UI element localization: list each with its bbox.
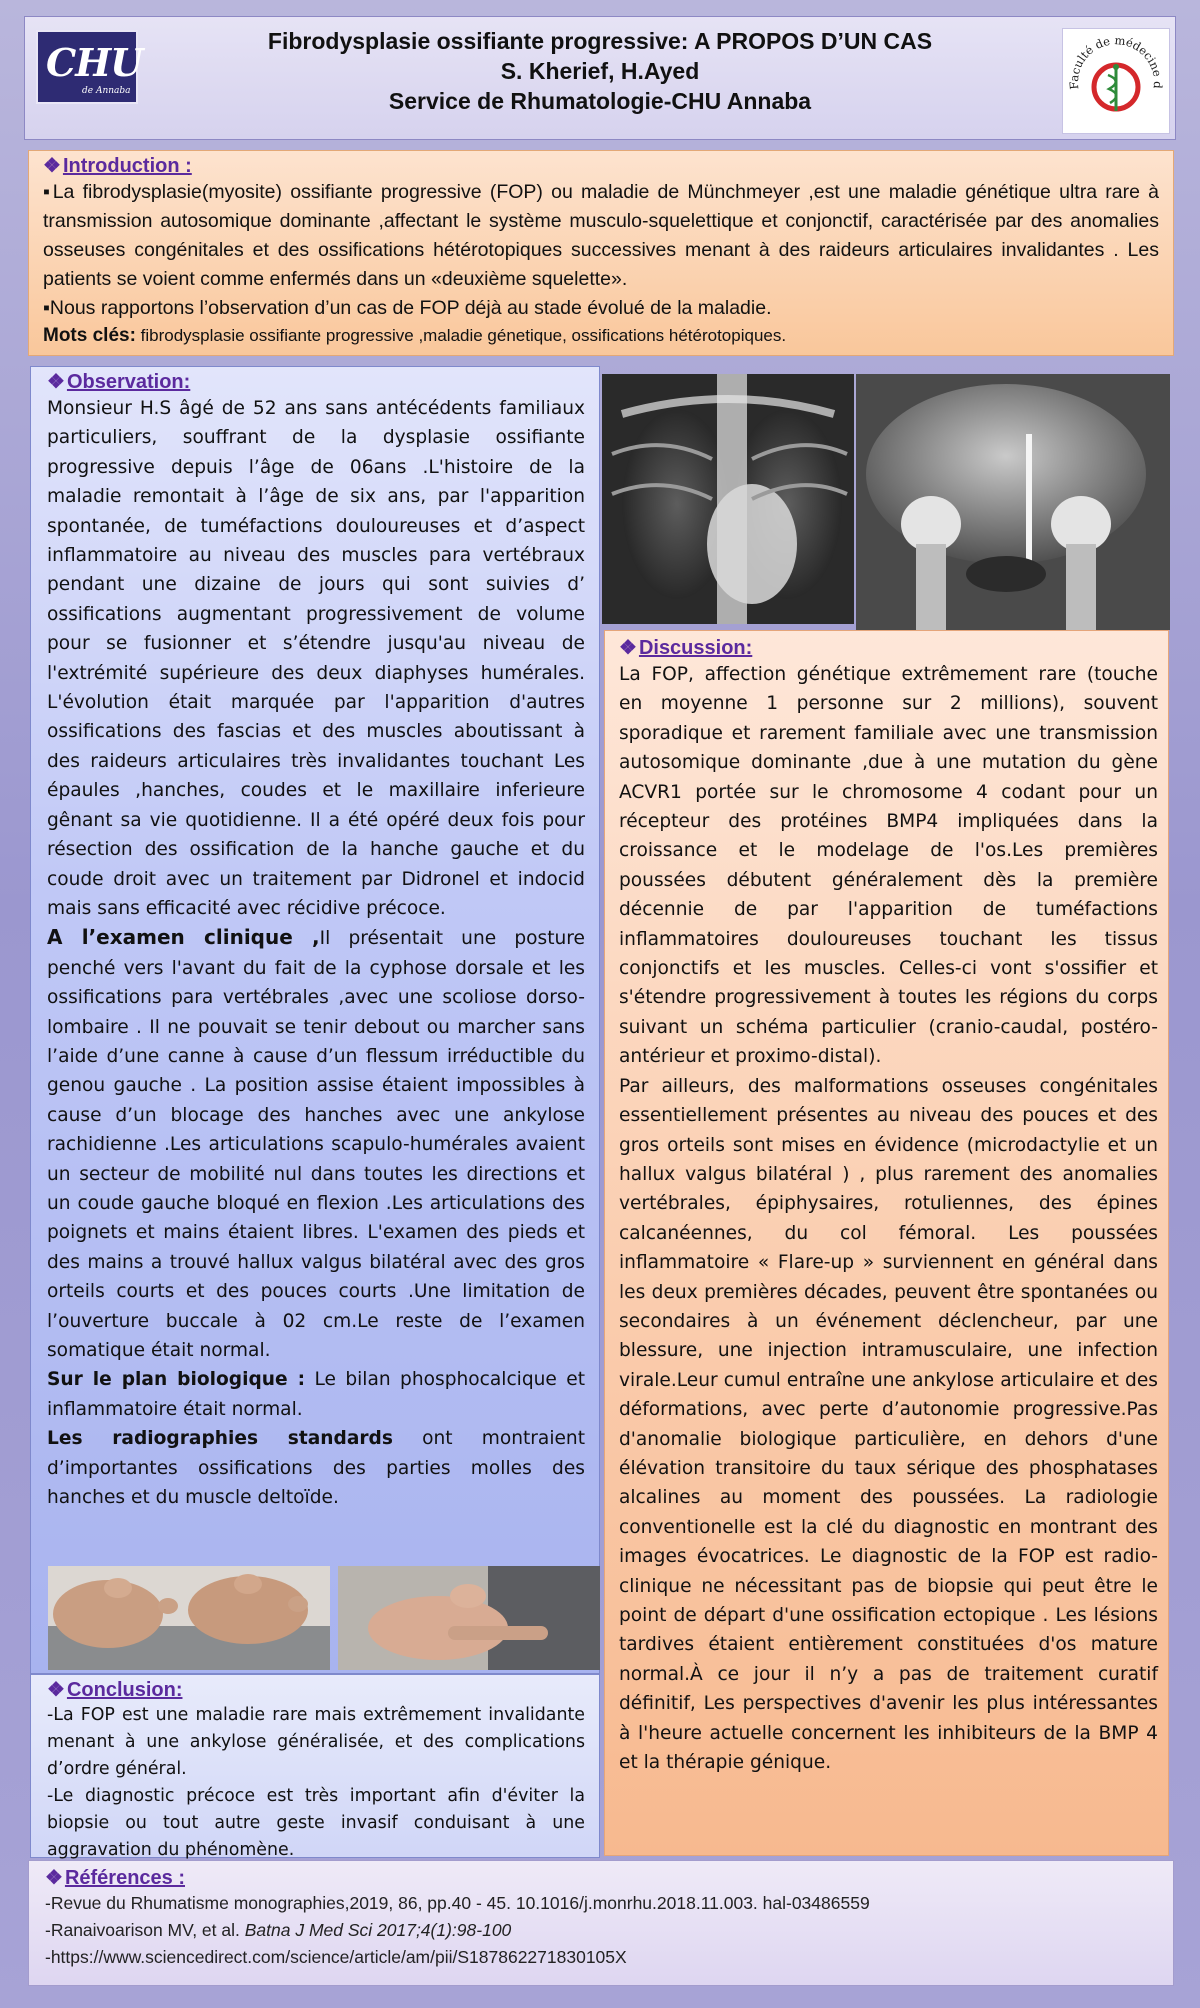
introduction-paragraph-2: ▪Nous rapportons l’observation d’un cas de FOP déjà au stade évolué de la maladie.: [43, 297, 772, 319]
observation-history: Monsieur H.S âgé de 52 ans sans antécédents familiaux particuliers, souffrant de la dysplasie ossifiante progressive depuis l’âge de 06ans .L'histoire de la maladie remontait à l’âge de six ans, par l'apparition spontanée, de tuméfactions douloureuses et d’aspect inflammatoire au niveau des muscles para vertébraux pendant une dizaine de jours qui sont suivies d’ ossifications augmentant progressivement de volume pour se fusionner et s’étendre jusqu'au niveau de l'extrémité supérieure des deux diaphyses humérales. L'évolution était marquée par l'apparition d'autres ossifications des fascias et des muscles aboutissant à des raideurs articulaires très invalidantes touchant Les épaules ,hanches, coudes et le maxillaire inferieure gênant sa vie quotidienne. Il a été opéré deux fois pour résection des ossification de la hanche gauche et du coude droit avec un traitement par Didronel et indocid mais sans efficacité avec récidive précoce.: [47, 398, 585, 919]
radiography-label: Les radiographies standards: [47, 1428, 393, 1450]
introduction-title: ❖ Introduction :: [43, 155, 192, 177]
radiography-text: ont montraient d’importantes ossifications des parties molles des hanches et du muscle deltoïde.: [47, 1428, 585, 1509]
reference-1: -Revue du Rhumatisme monographies,2019, 86, pp.40 - 45. 10.1016/j.monrhu.2018.11.003. hal-03486559: [45, 1893, 870, 1913]
hand-photo: [338, 1566, 600, 1670]
reference-3-link[interactable]: -https://www.sciencedirect.com/science/article/am/pii/S187862271830105X: [45, 1947, 627, 1967]
faculty-seal-icon: [1063, 29, 1169, 133]
faculty-logo: [1062, 28, 1170, 134]
conclusion-title: ❖ Conclusion:: [47, 1679, 183, 1701]
keywords: [43, 323, 1159, 349]
diamond-bullet-icon: ❖: [43, 155, 61, 177]
pelvis-xray-image: [856, 374, 1170, 630]
references-title: ❖ Références :: [45, 1867, 185, 1889]
observation-radiography: [47, 1424, 585, 1512]
clinical-exam-label: A l’examen clinique ,: [47, 925, 320, 950]
discussion-section: [604, 630, 1169, 1856]
feet-image: [48, 1566, 330, 1670]
keywords-label: Mots clés:: [43, 325, 136, 346]
introduction-section: [28, 150, 1174, 356]
clinical-exam-text: Il présentait une posture penché vers l'avant du fait de la cyphose dorsale et les ossifications para vertébrales ,avec une scoliose dorso-lombaire . Il ne pouvait se tenir debout ou marcher sans l’aide d’une canne à cause d’un flessum irréductible du genou gauche . La position assise étaient impossibles à cause d’un blocage des hanches avec une ankylose rachidienne .Les articulations scapulo-humérales avaient un secteur de mobilité nul dans toutes les directions et un coude gauche bloqué en flexion .Les articulations des poignets et mains étaient libres. L'examen des pieds et des mains a trouvé hallux valgus bilatéral avec des gros orteils courts et des pouces courts .Une limitation de l’ouverture buccale à 02 cm.Le reste de l’examen somatique était normal.: [47, 928, 585, 1361]
chest-xray-graphic: [602, 374, 854, 624]
poster-title: Fibrodysplasie ossifiante progressive: A PROPOS D’UN CAS: [267, 28, 933, 54]
diamond-bullet-icon: ❖: [47, 371, 65, 393]
conclusion-point-1: -La FOP est une maladie rare mais extrêmement invalidante menant à une ankylose généralisée, et des complications d’ordre général.: [47, 1705, 585, 1779]
diamond-bullet-icon: ❖: [47, 1679, 65, 1701]
observation-clinical-exam: [47, 923, 585, 1365]
observation-title: ❖ Observation:: [47, 371, 191, 393]
svg-text:Faculté de médecine de Annaba: [1063, 29, 1165, 90]
introduction-paragraph-1: ▪La fibrodysplasie(myosite) ossifiante progressive (FOP) ou maladie de Münchmeyer ,est une maladie génétique ultra rare à transmission autosomique dominante ,affectant le système musculo-squelettique et conjonctif, caractérisée par des anomalies osseuses congénitales et des ossifications hétérotopiques successives menant à des raideurs articulaires invalidantes . Les patients se voient comme enfermés dans un «deuxième squelette».: [43, 181, 1159, 290]
reference-2: -Ranaivoarison MV, et al. Batna J Med Sci 2017;4(1):98-100: [45, 1920, 512, 1940]
references-section: [28, 1860, 1174, 1986]
conclusion-point-2: -Le diagnostic précoce est très important afin d'éviter la biopsie ou tout autre geste invasif conduisant à une aggravation du phénomène.: [47, 1786, 585, 1860]
hand-image: [338, 1566, 600, 1670]
biology-text: Le bilan phosphocalcique et inflammatoire était normal.: [47, 1369, 585, 1420]
observation-biology: [47, 1365, 585, 1424]
discussion-paragraph-2: Par ailleurs, des malformations osseuses congénitales essentiellement présentes au niveau des pouces et des gros orteils sont mises en évidence (microdactylie et un hallux valgus bilatéral ) , plus rarement des anomalies vertébrales, épiphysaires, rotuliennes, des épines calcanéennes, du col fémoral. Les poussées inflammatoire « Flare-up » surviennent en général dans les deux premières décades, peuvent être spontanées ou secondaires à un événement déclencheur, par une blessure, une injection intramusculaire, une infection virale.Leur cumul entraîne une ankylose articulaire et des déformations, avec perte d’autonomie progressive.Pas d'anomalie biologique particulière, en dehors d'une élévation transitoire du taux sérique des phosphatases alcalines au moment des poussées. La radiologie conventionelle est la clé du diagnostic en montrant des images évocatrices. Le diagnostic de la FOP est radio-clinique ne nécessitant pas de biopsie qui peut être le point de départ d'une ossification ectopique . Les lésions tardives étaient entièrement constituées d'os mature normal.À ce jour il n’y a pas de traitement curatif définitif, Les perspectives d'avenir les plus intéressantes à l'heure actuelle concernent les inhibiteurs de la BMP 4 et la thérapie génique.: [619, 1075, 1158, 1774]
chu-logo-text: CHU: [46, 40, 143, 85]
observation-section: [30, 366, 600, 1674]
chu-logo: [36, 30, 143, 104]
pelvis-xray-graphic: [856, 374, 1170, 630]
poster-service: Service de Rhumatologie-CHU Annaba: [388, 88, 812, 114]
feet-photo: [48, 1566, 330, 1670]
chest-xray-image: [602, 374, 854, 624]
biology-label: Sur le plan biologique :: [47, 1369, 306, 1391]
diamond-bullet-icon: ❖: [619, 637, 637, 659]
diamond-bullet-icon: ❖: [45, 1867, 63, 1889]
keywords-text: fibrodysplasie ossifiante progressive ,maladie génetique, ossifications hétérotopiques.: [135, 326, 787, 345]
faculty-logo-arc-text: Faculté de médecine d: [1066, 33, 1166, 91]
poster-authors: S. Kherief, H.Ayed: [500, 58, 700, 84]
chu-logo-subtext: de Annaba: [82, 86, 131, 96]
discussion-title: ❖ Discussion:: [619, 637, 753, 659]
discussion-paragraph-1: La FOP, affection génétique extrêmement rare (touche en moyenne 1 personne sur 2 millions), souvent sporadique et rarement familiale avec une transmission autosomique dominante ,due à une mutation du gène ACVR1 portée sur le chromosome 4 codant pour un récepteur des protéines BMP4 impliquées dans la croissance et le modelage de l'os.Les premières poussées débutent généralement dès la première décennie de par l'apparition de tuméfactions inflammatoires douloureuses touchant les tissus conjonctifs et les muscles. Celles-ci vont s'ossifier et s'étendre progressivement à toutes les régions du corps suivant un schéma particulier (cranio-caudal, postéro-antérieur et proximo-distal).: [619, 664, 1158, 1068]
poster-title-block: [160, 26, 1040, 116]
conclusion-section: [30, 1674, 600, 1858]
